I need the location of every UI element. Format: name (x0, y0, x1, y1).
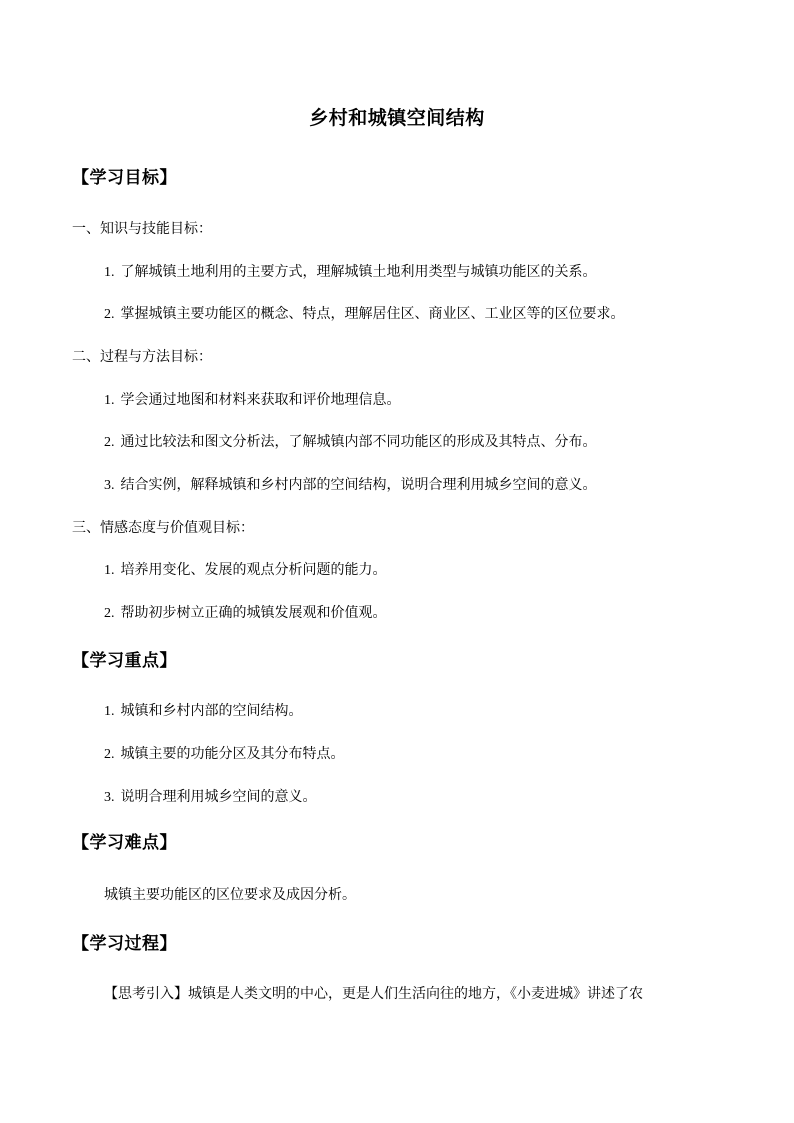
list-item (104, 700, 303, 720)
item-number: 1. (104, 704, 115, 719)
goal-group-knowledge-label: 一、知识与技能目标： (72, 221, 212, 237)
intro-text: 城镇是人类文明的中心，更是人们生活向往的地方，《小麦进城》讲述了农 (188, 986, 643, 1002)
item-number: 1. (104, 563, 115, 578)
process-intro (104, 983, 643, 1003)
list-item (104, 431, 597, 451)
item-text: 帮助初步树立正确的城镇发展观和价值观。 (120, 605, 387, 621)
key-points-heading: 【学习重点】 (72, 651, 177, 671)
document-title: 乡村和城镇空间结构 (309, 107, 485, 129)
item-text: 了解城镇土地利用的主要方式，理解城镇土地利用类型与城镇功能区的关系。 (120, 264, 597, 280)
item-text: 城镇和乡村内部的空间结构。 (120, 703, 303, 719)
difficulties-text: 城镇主要功能区的区位要求及成因分析。 (104, 887, 356, 903)
item-number: 1. (104, 393, 115, 408)
process-heading: 【学习过程】 (72, 934, 177, 954)
item-text: 通过比较法和图文分析法，了解城镇内部不同功能区的形成及其特点、分布。 (120, 434, 597, 450)
item-number: 2. (104, 747, 115, 762)
list-item (104, 786, 317, 806)
difficulties-heading: 【学习难点】 (72, 833, 177, 853)
item-text: 掌握城镇主要功能区的概念、特点，理解居住区、商业区、工业区等的区位要求。 (120, 306, 625, 322)
item-text: 城镇主要的功能分区及其分布特点。 (120, 746, 345, 762)
goals-heading: 【学习目标】 (72, 168, 177, 188)
goal-group-attitude-label: 三、情感态度与价值观目标： (72, 520, 254, 536)
item-number: 1. (104, 265, 115, 280)
item-text: 说明合理利用城乡空间的意义。 (120, 789, 317, 805)
list-item (104, 743, 345, 763)
goal-group-process-label: 二、过程与方法目标： (72, 349, 212, 365)
item-number: 2. (104, 435, 115, 450)
item-text: 结合实例，解释城镇和乡村内部的空间结构，说明合理利用城乡空间的意义。 (120, 477, 597, 493)
intro-tag: 【思考引入】 (104, 986, 188, 1002)
list-item (104, 389, 401, 409)
list-item (104, 474, 597, 494)
list-item (104, 602, 387, 622)
list-item (104, 261, 597, 281)
item-number: 3. (104, 790, 115, 805)
item-number: 3. (104, 478, 115, 493)
list-item (104, 559, 387, 579)
list-item (104, 303, 625, 323)
item-number: 2. (104, 307, 115, 322)
item-number: 2. (104, 606, 115, 621)
item-text: 学会通过地图和材料来获取和评价地理信息。 (120, 392, 401, 408)
item-text: 培养用变化、发展的观点分析问题的能力。 (120, 562, 387, 578)
